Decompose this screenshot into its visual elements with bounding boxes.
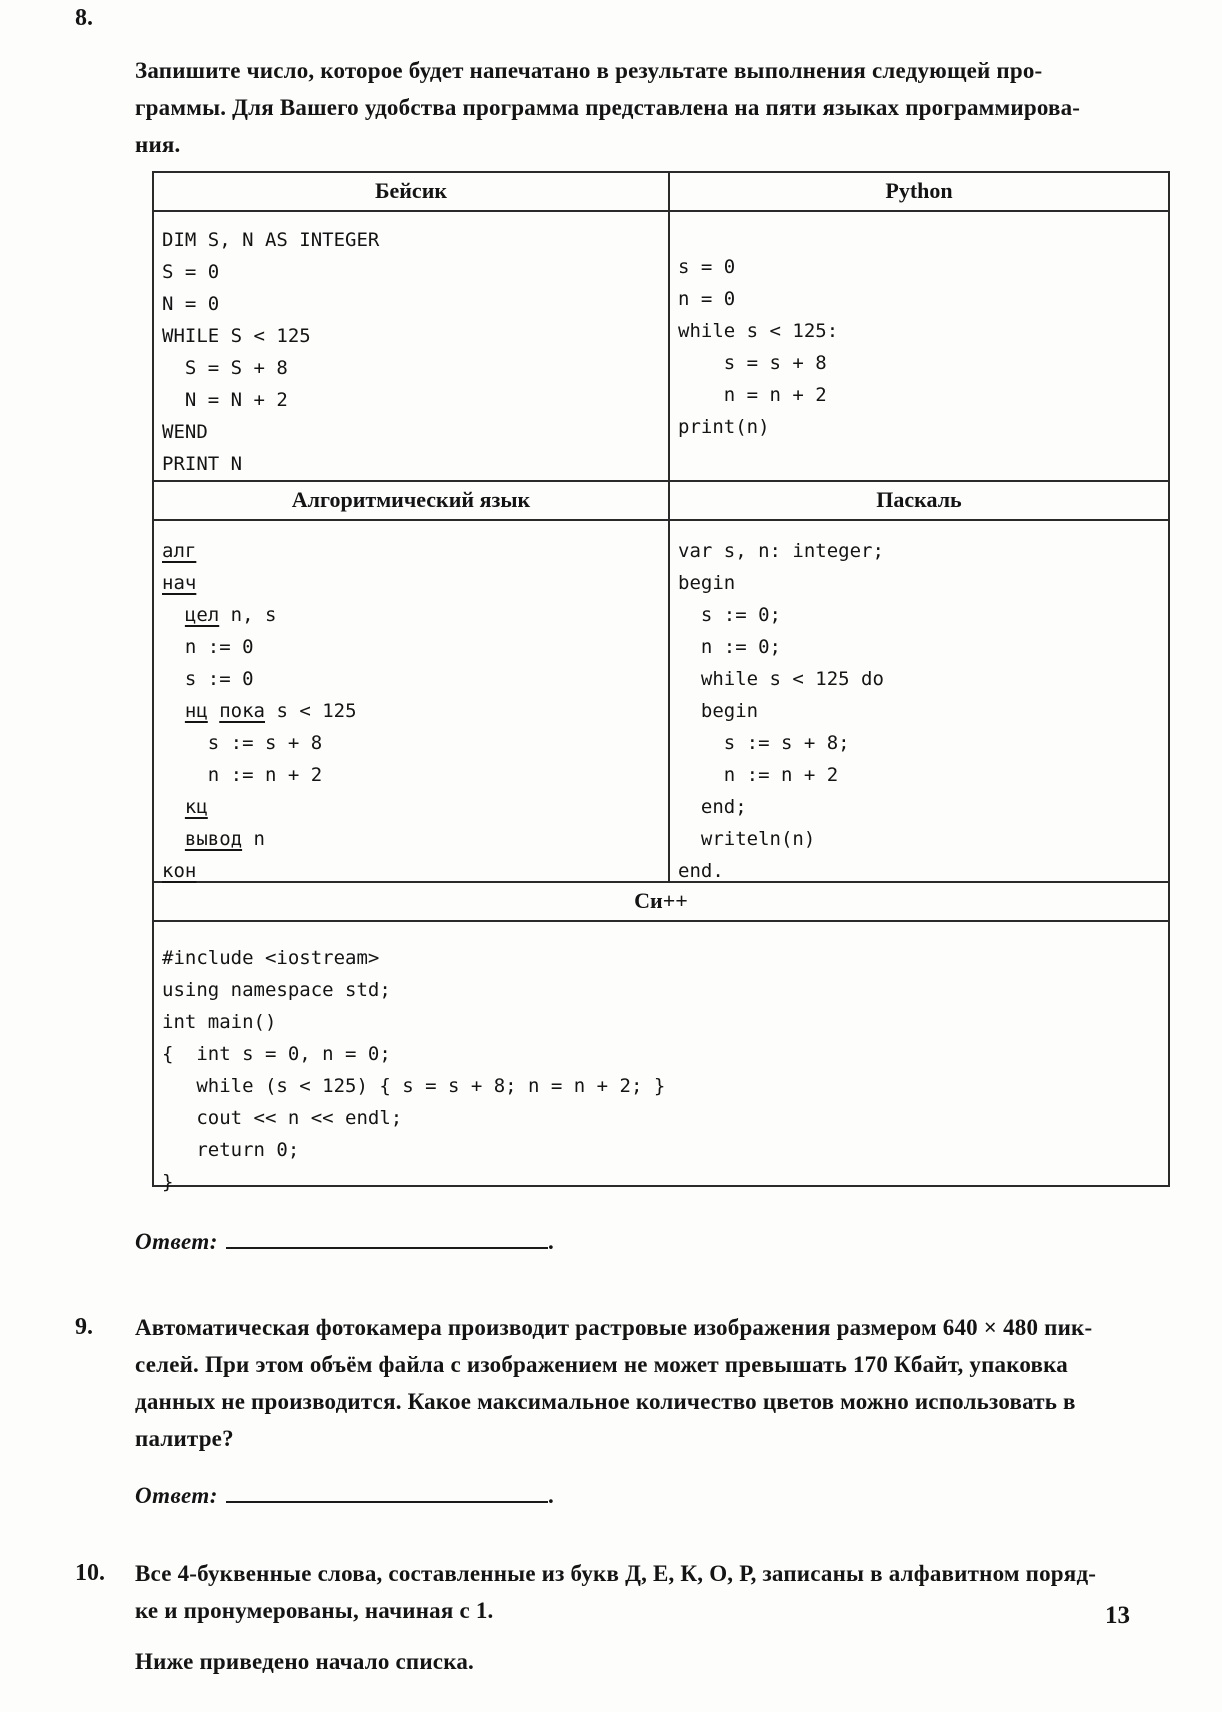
answer-blank xyxy=(226,1223,548,1249)
code-line: s := 0 xyxy=(162,668,254,690)
code-line: s := s + 8; xyxy=(678,732,850,754)
code-line: #include <iostream> xyxy=(162,947,380,969)
problem-9-line: селей. При этом объём файла с изображением не может превышать 170 Кбайт, упаковка xyxy=(135,1352,1068,1377)
code-line: WHILE S < 125 xyxy=(162,325,311,347)
table-body-row-2 xyxy=(154,521,1168,883)
code-line: вывод n xyxy=(184,828,265,850)
problem-8-number: 8. xyxy=(75,5,93,31)
code-basic xyxy=(154,212,670,480)
code-line: алг xyxy=(162,540,197,562)
code-line: цел n, s xyxy=(184,604,277,626)
table-header-row-2 xyxy=(154,482,1168,521)
table-header-row-3 xyxy=(154,883,1168,922)
problem-9-line: данных не производится. Какое максимальное количество цветов можно использовать в xyxy=(135,1389,1076,1414)
code-line: s = 0 xyxy=(678,256,736,278)
code-line: кон xyxy=(162,860,197,882)
code-line: n = n + 2 xyxy=(678,384,827,406)
code-line: s = s + 8 xyxy=(678,352,827,374)
problem-8-line: ния. xyxy=(135,132,181,157)
problem-9-number: 9. xyxy=(75,1314,93,1340)
code-line: } xyxy=(162,1171,174,1193)
problem-10-followup: Ниже приведено начало списка. xyxy=(135,1649,474,1674)
code-cpp xyxy=(154,922,1168,1193)
code-line: PRINT N xyxy=(162,453,243,475)
answer-line-9 xyxy=(0,1477,1222,1509)
code-line: begin xyxy=(678,572,736,594)
answer-blank xyxy=(226,1477,548,1503)
code-algo xyxy=(154,521,670,881)
code-line: нц пока s < 125 xyxy=(184,700,357,722)
code-line: end; xyxy=(678,796,747,818)
code-line: n := n + 2 xyxy=(678,764,839,786)
header-cpp: Си++ xyxy=(634,888,688,913)
code-line: S = 0 xyxy=(162,261,220,283)
code-pascal xyxy=(670,521,1168,881)
code-line: s := s + 8 xyxy=(162,732,323,754)
code-line: int main() xyxy=(162,1011,277,1033)
code-line: using namespace std; xyxy=(162,979,391,1001)
table-header-row-1 xyxy=(154,173,1168,212)
answer-label: Ответ: xyxy=(135,1229,218,1254)
answer-line-8 xyxy=(0,1223,1222,1255)
problem-10-text xyxy=(135,1555,1172,1680)
code-line: end. xyxy=(678,860,724,882)
code-line: WEND xyxy=(162,421,208,443)
problem-10-line: Все 4-буквенные слова, составленные из букв Д, Е, К, О, Р, записаны в алфавитном поряд- xyxy=(135,1561,1097,1586)
header-pascal: Паскаль xyxy=(876,487,962,512)
table-body-row-1 xyxy=(154,212,1168,482)
problem-8-line: граммы. Для Вашего удобства программа представлена на пяти языках программирова- xyxy=(135,95,1081,120)
code-line: S = S + 8 xyxy=(162,357,288,379)
problem-8 xyxy=(0,0,1222,163)
answer-period: . xyxy=(547,1483,554,1508)
code-python xyxy=(670,212,1168,480)
code-line: cout << n << endl; xyxy=(162,1107,403,1129)
header-basic: Бейсик xyxy=(154,173,670,210)
code-line: return 0; xyxy=(162,1139,300,1161)
code-line: print(n) xyxy=(678,416,770,438)
code-line: while s < 125 do xyxy=(678,668,884,690)
code-line: DIM S, N AS INTEGER xyxy=(162,229,380,251)
code-line: begin xyxy=(678,700,759,722)
problem-10 xyxy=(0,1555,1222,1680)
problem-8-text xyxy=(135,52,1172,163)
code-line: n = 0 xyxy=(678,288,736,310)
code-line: n := n + 2 xyxy=(162,764,323,786)
code-line: кц xyxy=(184,796,208,818)
code-line: s := 0; xyxy=(678,604,781,626)
code-line: var s, n: integer; xyxy=(678,540,884,562)
code-line: N = N + 2 xyxy=(162,389,288,411)
header-algo: Алгоритмический язык xyxy=(154,482,670,519)
problem-9 xyxy=(0,1309,1222,1457)
problem-9-line: палитре? xyxy=(135,1426,234,1451)
code-line: n := 0; xyxy=(678,636,781,658)
problem-9-text xyxy=(135,1309,1172,1457)
header-python: Python xyxy=(885,178,953,203)
code-line: writeln(n) xyxy=(678,828,816,850)
code-table xyxy=(152,171,1170,1193)
answer-period: . xyxy=(547,1229,554,1254)
code-line: n := 0 xyxy=(162,636,254,658)
code-line: while s < 125: xyxy=(678,320,839,342)
problem-8-line: Запишите число, которое будет напечатано в результате выполнения следующей про- xyxy=(135,58,1043,83)
code-line: while (s < 125) { s = s + 8; n = n + 2; } xyxy=(162,1075,666,1097)
page-number: 13 xyxy=(1105,1602,1130,1629)
code-line: N = 0 xyxy=(162,293,220,315)
answer-label: Ответ: xyxy=(135,1483,218,1508)
code-line: { int s = 0, n = 0; xyxy=(162,1043,391,1065)
problem-9-line: Автоматическая фотокамера производит растровые изображения размером 640 × 480 пик- xyxy=(135,1315,1093,1340)
table-body-row-3 xyxy=(154,922,1168,1193)
code-line: нач xyxy=(162,572,197,594)
problem-10-number: 10. xyxy=(75,1560,105,1586)
problem-10-line: ке и пронумерованы, начиная с 1. xyxy=(135,1598,494,1623)
